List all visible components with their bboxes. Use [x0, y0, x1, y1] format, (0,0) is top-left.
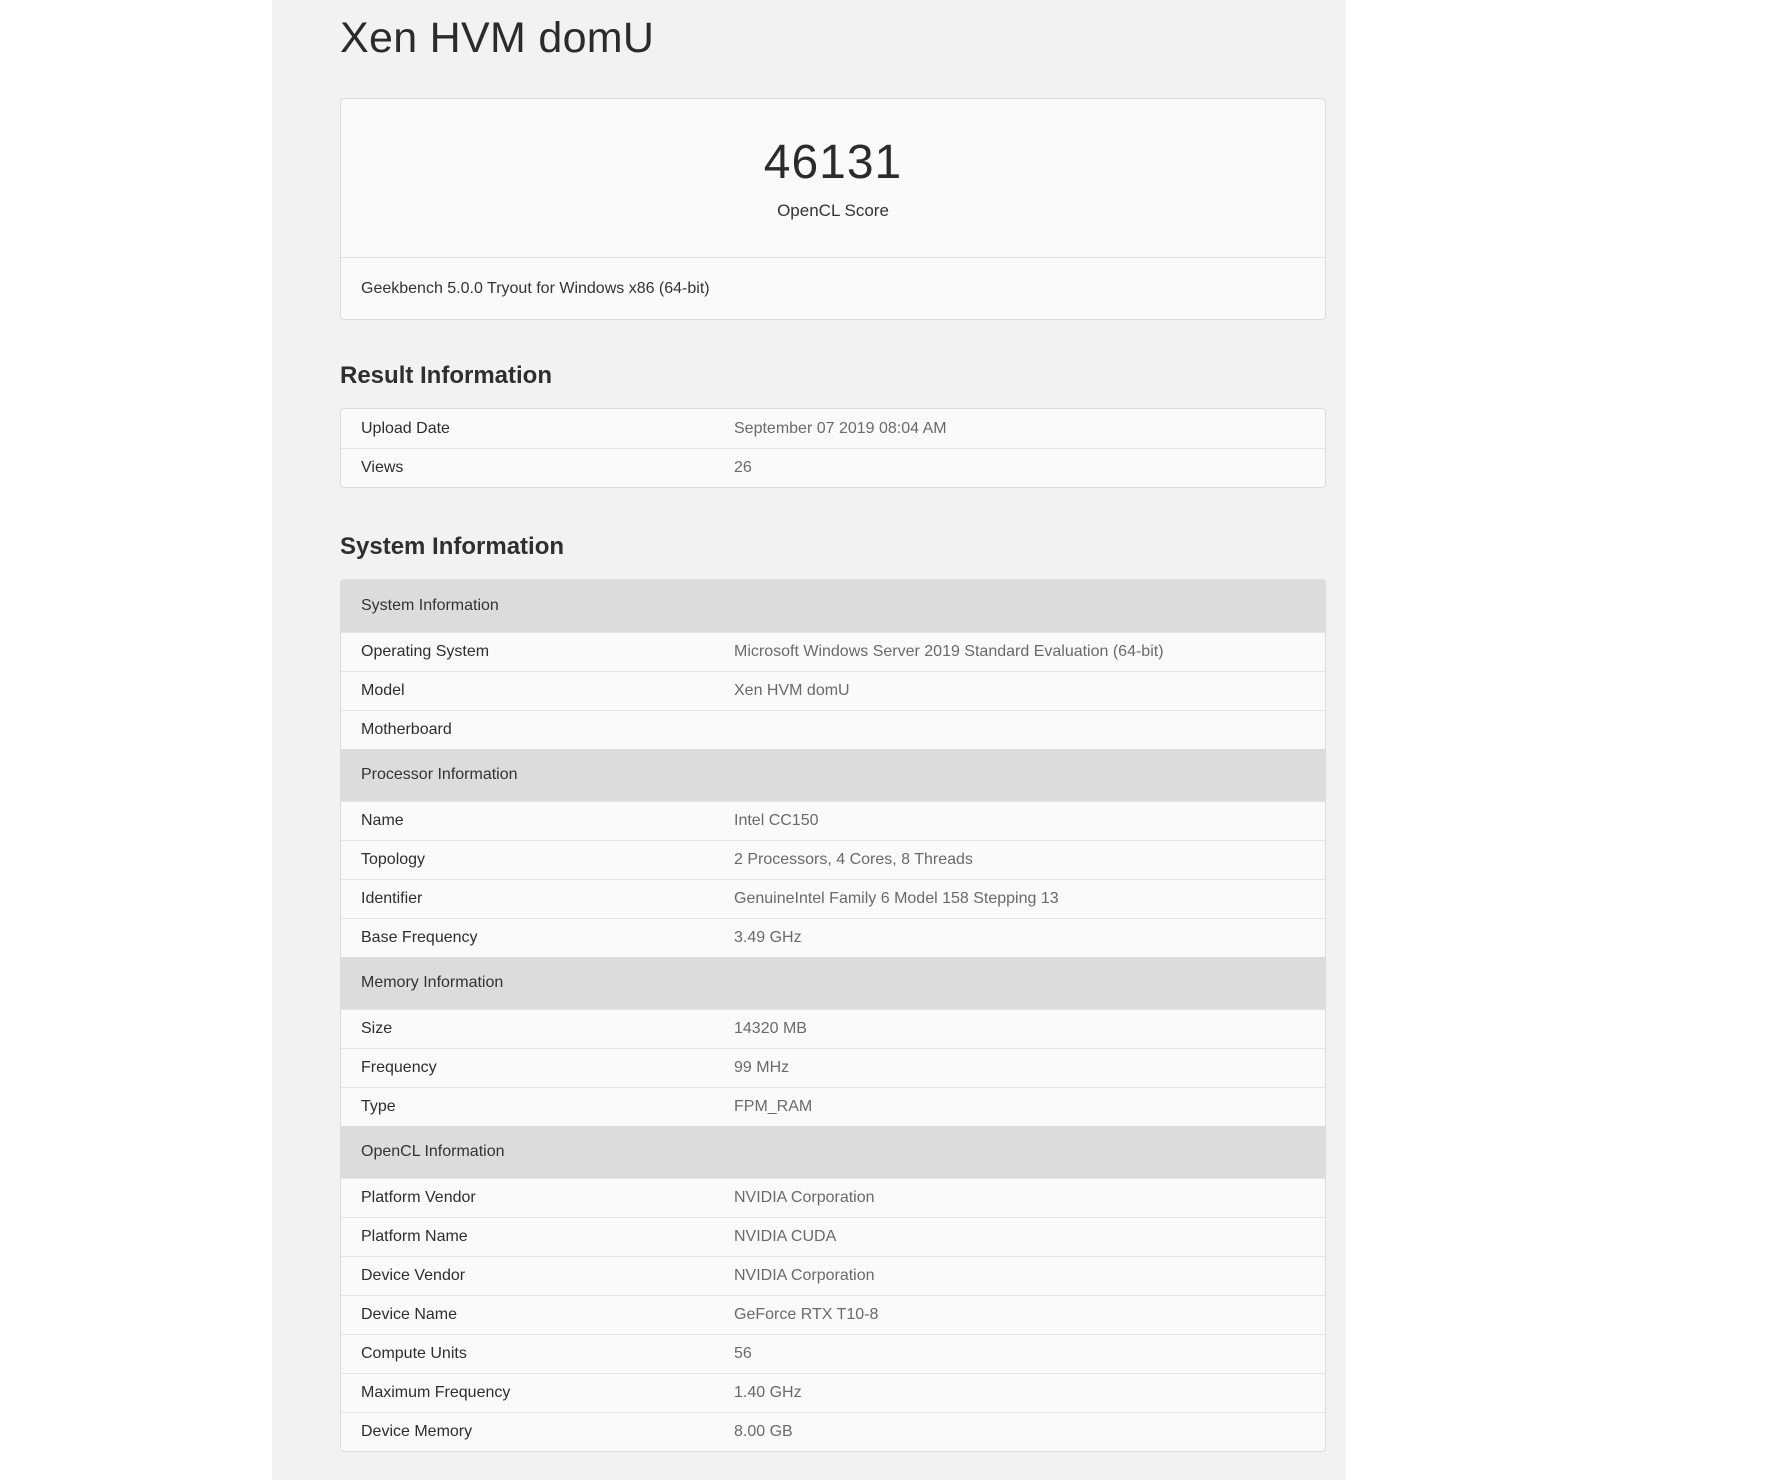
- table-row: [341, 1412, 1325, 1451]
- row-value: GenuineIntel Family 6 Model 158 Stepping 13: [734, 890, 1059, 907]
- row-key: Type: [361, 1098, 396, 1115]
- group-header-memory: Memory Information: [341, 957, 1325, 1009]
- system-information-table: [340, 579, 1326, 1452]
- row-key: Name: [361, 812, 404, 829]
- row-value: NVIDIA Corporation: [734, 1267, 875, 1284]
- row-key: Compute Units: [361, 1345, 467, 1362]
- table-row: [341, 1009, 1325, 1048]
- row-key: Size: [361, 1020, 393, 1037]
- table-row: [341, 918, 1325, 957]
- table-row: [341, 1048, 1325, 1087]
- row-key: Maximum Frequency: [361, 1384, 511, 1401]
- opencl-score-label: OpenCL Score: [777, 201, 889, 220]
- row-value: 3.49 GHz: [734, 929, 802, 946]
- row-value: 2 Processors, 4 Cores, 8 Threads: [734, 851, 973, 868]
- table-row: [341, 409, 1325, 448]
- system-information-heading: System Information: [340, 533, 565, 560]
- row-value: Xen HVM domU: [734, 682, 850, 699]
- row-value: GeForce RTX T10-8: [734, 1306, 879, 1323]
- table-row: [341, 671, 1325, 710]
- row-value: Intel CC150: [734, 812, 819, 829]
- row-key: Identifier: [361, 890, 423, 907]
- table-row: [341, 632, 1325, 671]
- row-value: 8.00 GB: [734, 1423, 793, 1440]
- row-value: FPM_RAM: [734, 1098, 813, 1115]
- row-key: Platform Vendor: [361, 1189, 476, 1206]
- table-row: [341, 879, 1325, 918]
- score-card: [340, 98, 1326, 320]
- row-value: September 07 2019 08:04 AM: [734, 419, 947, 437]
- table-row: [341, 1217, 1325, 1256]
- result-information-table: [340, 408, 1326, 488]
- row-value: Microsoft Windows Server 2019 Standard Evaluation (64-bit): [734, 643, 1164, 660]
- row-key: Base Frequency: [361, 929, 478, 946]
- table-row: [341, 710, 1325, 749]
- row-key: Device Memory: [361, 1423, 473, 1440]
- result-information-heading: Result Information: [340, 362, 553, 389]
- page-column: [272, 0, 1346, 1480]
- table-row: [341, 801, 1325, 840]
- table-row: [341, 448, 1325, 487]
- row-value: 99 MHz: [734, 1059, 790, 1076]
- table-row: [341, 1334, 1325, 1373]
- table-row: [341, 1256, 1325, 1295]
- row-value: 14320 MB: [734, 1020, 807, 1037]
- table-row: [341, 840, 1325, 879]
- row-key: Model: [361, 682, 405, 699]
- row-key: Device Name: [361, 1306, 458, 1323]
- row-key: Operating System: [361, 643, 490, 660]
- table-row: [341, 1373, 1325, 1412]
- table-row: [341, 1087, 1325, 1126]
- row-value: NVIDIA CUDA: [734, 1228, 837, 1245]
- row-key: Motherboard: [361, 721, 452, 738]
- row-key: Frequency: [361, 1059, 437, 1076]
- table-row: [341, 1178, 1325, 1217]
- page-title: Xen HVM domU: [340, 14, 655, 62]
- table-row: [341, 1295, 1325, 1334]
- row-value: 56: [734, 1345, 752, 1362]
- group-header-processor: Processor Information: [341, 749, 1325, 801]
- opencl-score-value: 46131: [763, 136, 903, 189]
- score-panel: [341, 99, 1325, 258]
- row-key: Device Vendor: [361, 1267, 466, 1284]
- row-key: Upload Date: [361, 419, 450, 437]
- row-key: Topology: [361, 851, 426, 868]
- row-key: Views: [361, 459, 404, 476]
- row-key: Platform Name: [361, 1228, 468, 1245]
- benchmark-version: Geekbench 5.0.0 Tryout for Windows x86 (64-bit): [361, 279, 710, 297]
- group-header-opencl: OpenCL Information: [341, 1126, 1325, 1178]
- row-value: 26: [734, 459, 752, 476]
- group-header-system: System Information: [341, 580, 1325, 632]
- row-value: NVIDIA Corporation: [734, 1189, 875, 1206]
- row-value: 1.40 GHz: [734, 1384, 802, 1401]
